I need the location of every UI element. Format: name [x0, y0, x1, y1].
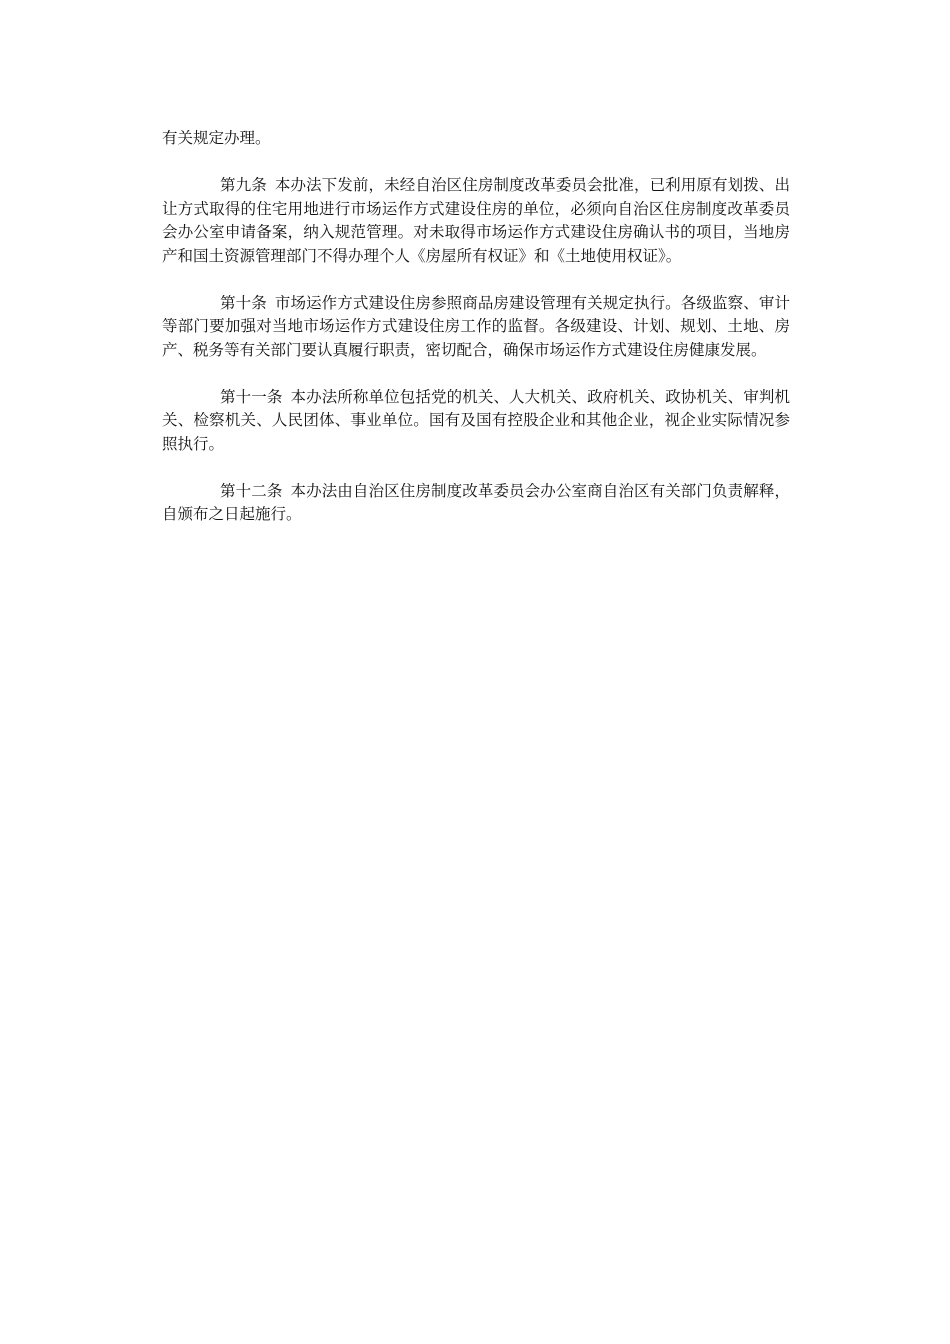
paragraph-text: 本办法下发前，未经自治区住房制度改革委员会批准，已利用原有划拨、出让方式取得的住宅用地进行市场运作方式建设住房的单位，必须向自治区住房制度改革委员会办公室申请备案，纳入规范管理。对未取得市场运作方式建设住房确认书的项目，当地房产和国土资源管理部门不得办理个人《房屋所有权证》和《土地使用权证》。: [162, 176, 790, 265]
article-number: 第十二条: [220, 481, 283, 500]
paragraph-continuation: [162, 127, 790, 151]
paragraph-article-10: [162, 292, 790, 363]
paragraph-text: 本办法所称单位包括党的机关、人大机关、政府机关、政协机关、审判机关、检察机关、人民团体、事业单位。国有及国有控股企业和其他企业，视企业实际情况参照执行。: [162, 387, 790, 453]
article-number: 第十一条: [220, 387, 283, 406]
document-body: [162, 127, 790, 550]
paragraph-text: 市场运作方式建设住房参照商品房建设管理有关规定执行。各级监察、审计等部门要加强对当地市场运作方式建设住房工作的监督。各级建设、计划、规划、土地、房产、税务等有关部门要认真履行职责，密切配合，确保市场运作方式建设住房健康发展。: [162, 293, 790, 359]
paragraph-article-12: [162, 480, 790, 527]
paragraph-article-9: [162, 174, 790, 268]
paragraph-article-11: [162, 386, 790, 457]
article-number: 第十条: [220, 293, 267, 312]
paragraph-text: 有关规定办理。: [162, 129, 271, 147]
article-number: 第九条: [220, 176, 267, 194]
paragraph-text: 本办法由自治区住房制度改革委员会办公室商自治区有关部门负责解释，自颁布之日起施行。: [162, 481, 790, 523]
